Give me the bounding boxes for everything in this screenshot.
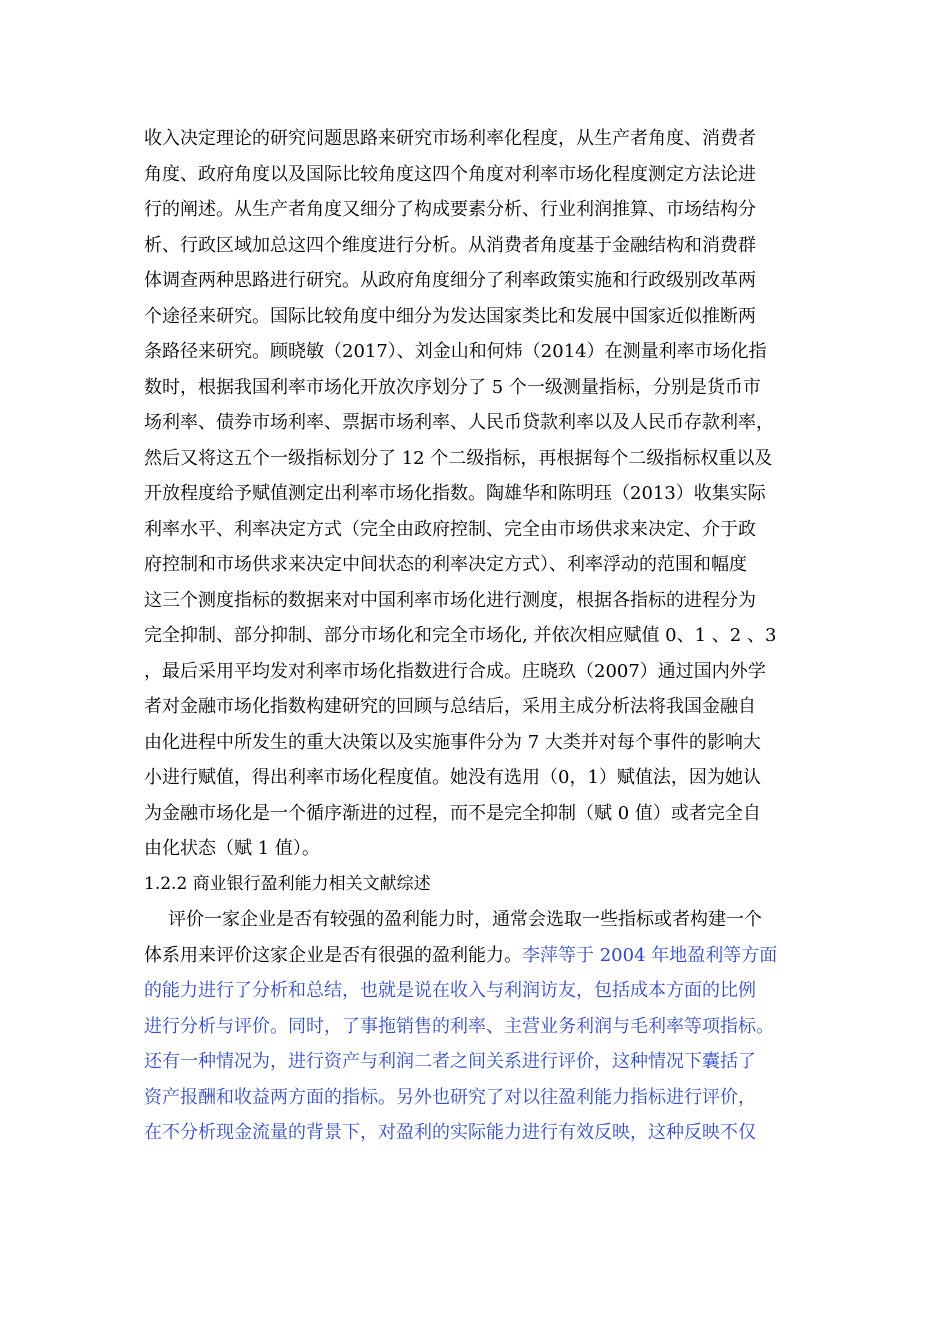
- section-heading: 1.2.2 商业银行盈利能力相关文献综述: [144, 873, 431, 894]
- highlighted-text-line: 资产报酬和收益两方面的指标。另外也研究了对以往盈利能力指标进行评价，: [144, 1086, 756, 1108]
- text-line: 利率水平、利率决定方式（完全由政府控制、完全由市场供求来决定、介于政: [144, 518, 756, 540]
- text-line: 小进行赋值，得出利率市场化程度值。她没有选用（0，1）赋值法，因为她认: [144, 767, 761, 788]
- text-line: 为金融市场化是一个循序渐进的过程，而不是完全抑制（赋 0 值）或者完全自: [144, 802, 761, 824]
- text-line: 析、行政区域加总这四个维度进行分析。从消费者角度基于金融结构和消费群: [144, 234, 756, 256]
- highlighted-text-line: 还有一种情况为，进行资产与利润二者之间关系进行评价，这种情况下囊括了: [144, 1051, 756, 1072]
- text-line: 体调查两种思路进行研究。从政府角度细分了利率政策实施和行政级别改革两: [144, 270, 756, 291]
- text-line: 数时，根据我国利率市场化开放次序划分了 5 个一级测量指标，分别是货币市: [144, 376, 761, 398]
- text-line: 然后又将这五个一级指标划分了 12 个二级指标，再根据每个二级指标权重以及: [144, 447, 773, 469]
- text-segment: 体系用来评价这家企业是否有很强的盈利能力。: [144, 944, 522, 966]
- text-line: 者对金融市场化指数构建研究的回顾与总结后，采用主成分析法将我国金融自: [144, 696, 756, 717]
- highlighted-text-line: 的能力进行了分析和总结，也就是说在收入与利润访友，包括成本方面的比例: [144, 980, 756, 1001]
- text-line: 评价一家企业是否有较强的盈利能力时，通常会选取一些指标或者构建一个: [168, 909, 762, 930]
- text-line: 府控制和市场供求来决定中间状态的利率决定方式）、利率浮动的范围和幅度: [144, 554, 747, 575]
- highlighted-text-line: 进行分析与评价。同时，了事拖销售的利率、主营业务利润与毛利率等项指标。: [144, 1015, 774, 1037]
- highlighted-text-line: 在不分析现金流量的背景下，对盈利的实际能力进行有效反映，这种反映不仅: [144, 1122, 756, 1143]
- paragraph-profitability-review: [144, 902, 824, 1151]
- text-line: 完全抑制、部分抑制、部分市场化和完全市场化, 并依次相应赋值 0、1 、2 、3: [144, 625, 777, 646]
- text-line: 角度、政府角度以及国际比较角度这四个角度对利率市场化程度测定方法论进: [144, 163, 756, 185]
- highlighted-text-segment: 李萍等于 2004 年地盈利等方面: [522, 944, 778, 966]
- text-line: 条路径来研究。顾晓敏（2017）、刘金山和何炜（2014）在测量利率市场化指: [144, 341, 767, 362]
- text-line: 场利率、债券市场利率、票据市场利率、人民币贷款利率以及人民币存款利率，: [144, 412, 774, 433]
- paragraph-interest-rate-marketization: [144, 121, 824, 867]
- text-line: 由化状态（赋 1 值）。: [144, 838, 320, 859]
- text-line: 由化进程中所发生的重大决策以及实施事件分为 7 大类并对每个事件的影响大: [144, 731, 761, 753]
- text-line: 个途径来研究。国际比较角度中细分为发达国家类比和发展中国家近似推断两: [144, 305, 756, 327]
- document-body: [144, 121, 824, 1151]
- text-line: 行的阐述。从生产者角度又细分了构成要素分析、行业利润推算、市场结构分: [144, 199, 756, 220]
- text-line: 这三个测度指标的数据来对中国利率市场化进行测度，根据各指标的进程分为: [144, 589, 756, 611]
- text-line: ，最后采用平均发对利率市场化指数进行合成。庄晓玖（2007）通过国内外学: [144, 660, 766, 682]
- text-line: 收入决定理论的研究问题思路来研究市场利率化程度，从生产者角度、消费者: [144, 128, 756, 149]
- text-line: 开放程度给予赋值测定出利率市场化指数。陶雄华和陈明珏（2013）收集实际: [144, 483, 766, 504]
- text-line-mixed: [144, 938, 824, 974]
